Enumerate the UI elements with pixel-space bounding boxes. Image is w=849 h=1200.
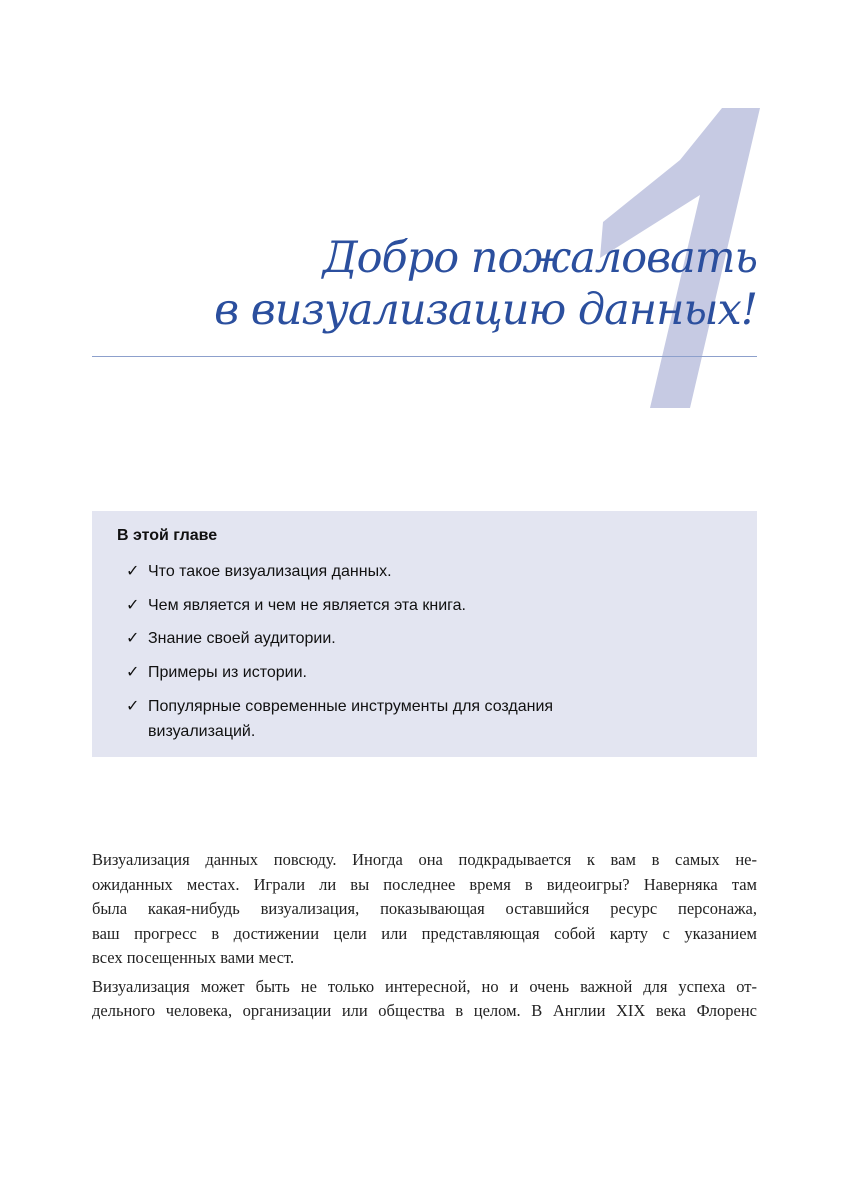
checkmark-icon: ✓ — [126, 698, 140, 715]
chapter-title-line: в визуализацию данных! — [214, 285, 757, 335]
chapter-number — [0, 0, 849, 420]
title-divider — [92, 356, 757, 357]
chapter-title — [214, 232, 757, 336]
text-line: дельного человека, организации или общества в целом. В Англии XIX века Флоренс — [92, 1001, 757, 1020]
text-line: Визуализация данных повсюду. Иногда она подкрадывается к вам в самых не- — [92, 850, 757, 869]
summary-item: ✓ Популярные современные инструменты для создания визуализаций. — [126, 694, 628, 744]
text-line: была какая-нибудь визуализация, показывающая оставшийся ресурс персонажа, — [92, 899, 757, 918]
checkmark-icon: ✓ — [126, 664, 140, 681]
summary-heading: В этой главе — [117, 527, 218, 544]
chapter-summary-box — [92, 511, 757, 757]
summary-item: ✓ Что такое визуализация данных. — [126, 559, 628, 584]
checkmark-icon: ✓ — [126, 563, 140, 580]
body-text — [92, 848, 757, 1028]
text-line: ваш прогресс в достижении цели или представляющая собой карту с указанием — [92, 923, 757, 943]
summary-item: ✓ Чем является и чем не является эта книга. — [126, 593, 628, 618]
paragraph — [92, 975, 757, 1024]
checkmark-icon: ✓ — [126, 597, 140, 614]
summary-item: ✓ Знание своей аудитории. — [126, 626, 628, 651]
summary-item: ✓ Примеры из истории. — [126, 660, 628, 685]
text-line: ожиданных местах. Играли ли вы последнее время в видеоигры? Наверняка там — [92, 874, 757, 894]
chapter-title-line: Добро пожаловать — [322, 233, 757, 283]
checkmark-icon: ✓ — [126, 630, 140, 647]
text-line: всех посещенных вами мест. — [92, 948, 295, 967]
text-line: Визуализация может быть не только интересной, но и очень важной для успеха от- — [92, 976, 757, 996]
paragraph — [92, 848, 757, 971]
